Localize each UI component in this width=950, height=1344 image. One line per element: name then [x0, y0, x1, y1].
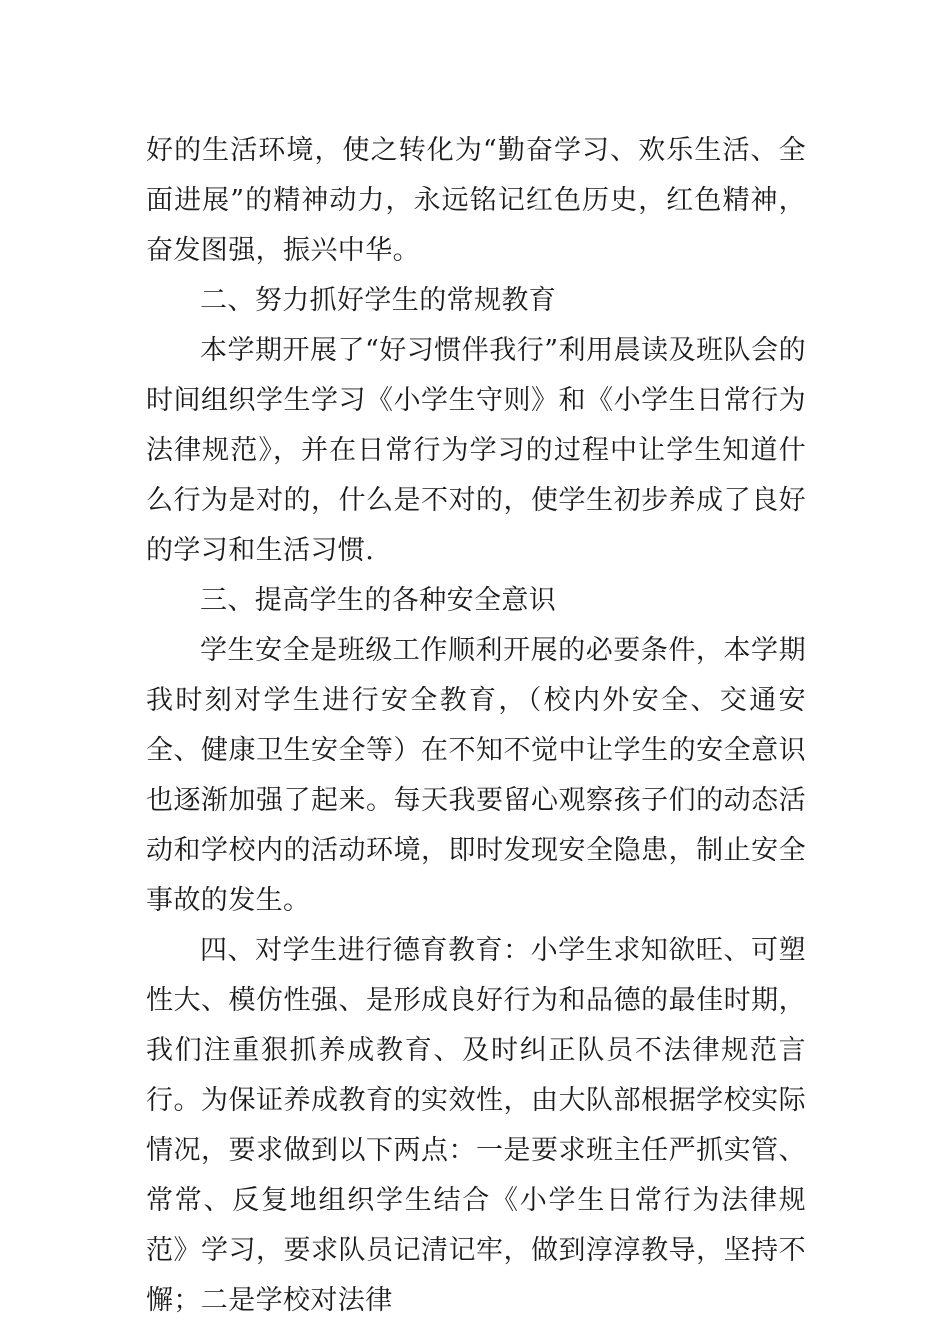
section-heading-routine-education: 二、努力抓好学生的常规教育: [200, 285, 557, 316]
paragraph-moral-education: 四、对学生进行德育教育：小学生求知欲旺、可塑性大、模仿性强、是形成良好行为和品德的最佳时期，我们注重狠抓养成教育、及时纠正队员不法律规范言行。为保证养成教育的实效性，由大队部根据学校实际情况，要求做到以下两点：一是要求班主任严抓实管、常常、反复地组织学生结合《小学生日常行为法律规范》学习，要求队员记清记牢，做到淳淳教导，坚持不懈；二是学校对法律: [146, 935, 806, 1316]
document-page: [146, 126, 806, 1326]
paragraph-safety-awareness: 学生安全是班级工作顺利开展的必要条件，本学期我时刻对学生进行安全教育，（校内外安全、交通安全、健康卫生安全等）在不知不觉中让学生的安全意识也逐渐加强了起来。每天我要留心观察孩子们的动态活动和学校内的活动环境，即时发现安全隐患，制止安全事故的发生。: [146, 635, 806, 916]
paragraph-continuation: 好的生活环境，使之转化为“勤奋学习、欢乐生活、全面进展”的精神动力，永远铭记红色历史，红色精神，奋发图强，振兴中华。: [146, 135, 806, 266]
paragraph-routine-education: 本学期开展了“好习惯伴我行”利用晨读及班队会的时间组织学生学习《小学生守则》和《小学生日常行为法律规范》，并在日常行为学习的过程中让学生知道什么行为是对的，什么是不对的，使学生初步养成了良好的学习和生活习惯.: [146, 335, 806, 566]
section-heading-safety-awareness: 三、提高学生的各种安全意识: [200, 585, 557, 616]
